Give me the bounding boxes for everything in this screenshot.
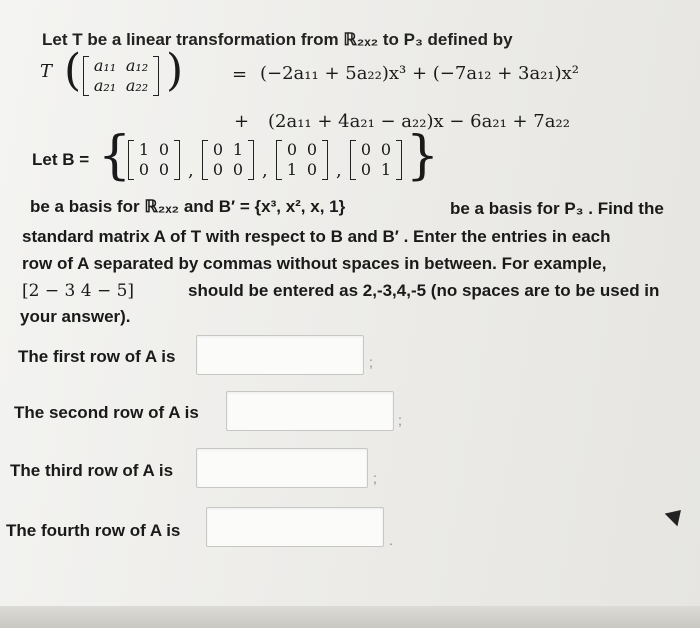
row-2-separator: ; — [398, 412, 402, 428]
bottom-edge — [0, 606, 700, 628]
row-2-answer-input[interactable] — [226, 391, 394, 431]
instruction-line: should be entered as 2,-3,4,-5 (no spaces are to be used in — [188, 281, 660, 300]
matrix-entry: 0 — [232, 160, 244, 179]
matrix-entry: a₁₂ — [125, 56, 149, 75]
input-matrix — [83, 56, 159, 96]
matrix-entry: a₁₁ — [93, 56, 117, 75]
basis-label: Let B = — [32, 150, 90, 169]
left-paren: ( — [64, 45, 82, 96]
basis-statement-end: be a basis for P₃ . Find the — [450, 199, 664, 218]
polynomial-term-2: (2a₁₁ + 4a₂₁ − a₂₂)x − 6a₂₁ + 7a₂₂ — [268, 111, 570, 132]
row-1-answer-input[interactable] — [196, 335, 364, 375]
right-paren: ) — [166, 45, 184, 96]
comma: , — [336, 160, 342, 181]
left-brace: { — [98, 126, 132, 186]
row-1-separator: ; — [369, 354, 373, 370]
problem-statement: Let T be a linear transformation from ℝ₂ₓ₂ to P₃ defined by — [42, 30, 513, 49]
row-4-separator: . — [389, 532, 393, 548]
equals-sign: = — [232, 64, 248, 85]
matrix-entry: 0 — [306, 160, 318, 179]
matrix-entry: 1 — [138, 140, 150, 159]
matrix-entry: 0 — [360, 140, 372, 159]
matrix-entry: 1 — [232, 140, 244, 159]
matrix-entry: 0 — [360, 160, 372, 179]
matrix-entry: a₂₁ — [93, 76, 117, 95]
row-4-label: The fourth row of A is — [6, 521, 181, 540]
matrix-entry: 0 — [138, 160, 150, 179]
matrix-entry: 0 — [380, 140, 392, 159]
matrix-entry: 1 — [380, 160, 392, 179]
instruction-line: standard matrix A of T with respect to B and B′ . Enter the entries in each — [22, 227, 611, 246]
basis-matrix-4 — [350, 140, 402, 180]
row-3-answer-input[interactable] — [196, 448, 368, 488]
example-row: [2 − 3 4 − 5] — [22, 281, 135, 301]
instruction-line: row of A separated by commas without spaces in between. For example, — [22, 254, 607, 273]
row-4-answer-input[interactable] — [206, 507, 384, 547]
mouse-pointer-icon — [665, 504, 688, 527]
basis-matrix-2 — [202, 140, 254, 180]
matrix-entry: 0 — [212, 160, 224, 179]
transform-symbol: T — [40, 61, 53, 82]
row-3-separator: ; — [373, 470, 377, 486]
basis-statement: be a basis for ℝ₂ₓ₂ and B′ = {x³, x², x, 1} — [30, 197, 346, 216]
comma: , — [262, 160, 268, 181]
instruction-line: your answer). — [20, 307, 131, 326]
comma: , — [188, 160, 194, 181]
row-2-label: The second row of A is — [14, 403, 199, 422]
basis-matrix-3 — [276, 140, 328, 180]
polynomial-term-1: (−2a₁₁ + 5a₂₂)x³ + (−7a₁₂ + 3a₂₁)x² — [260, 63, 580, 84]
row-1-label: The first row of A is — [18, 347, 176, 366]
matrix-entry: 0 — [212, 140, 224, 159]
matrix-entry: 0 — [158, 160, 170, 179]
basis-matrix-1 — [128, 140, 180, 180]
matrix-entry: a₂₂ — [125, 76, 149, 95]
matrix-entry: 0 — [306, 140, 318, 159]
right-brace: } — [406, 126, 440, 186]
matrix-entry: 1 — [286, 160, 298, 179]
plus-sign: + — [234, 111, 250, 132]
matrix-entry: 0 — [158, 140, 170, 159]
matrix-entry: 0 — [286, 140, 298, 159]
row-3-label: The third row of A is — [10, 461, 174, 480]
